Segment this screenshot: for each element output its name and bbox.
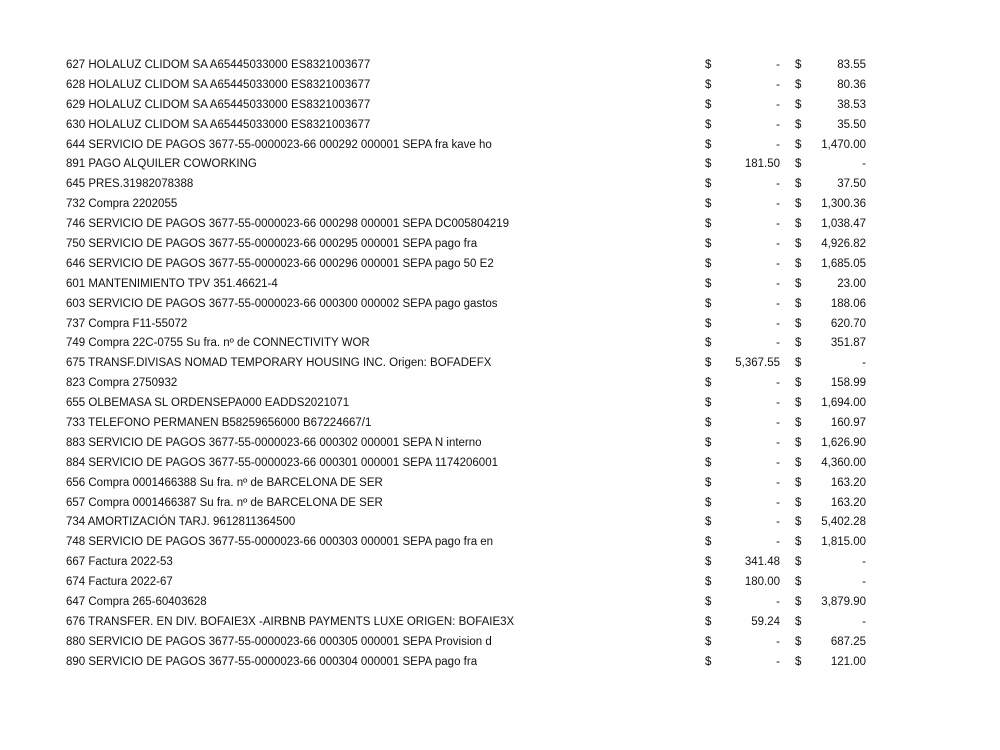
- credit-amount: 188.06: [830, 297, 866, 310]
- debit-currency-symbol: $: [705, 357, 712, 370]
- credit-amount: 163.20: [830, 496, 866, 509]
- credit-currency-symbol: $: [795, 357, 802, 370]
- transaction-description: 675 TRANSF.DIVISAS NOMAD TEMPORARY HOUSING INC. Origen: BOFADEFX: [66, 357, 492, 370]
- debit-amount: -: [776, 655, 780, 668]
- transaction-description: 646 SERVICIO DE PAGOS 3677-55-0000023-66 000296 000001 SEPA pago 50 E2: [66, 257, 494, 270]
- credit-amount: 23.00: [837, 277, 866, 290]
- transaction-description: 655 OLBEMASA SL ORDENSEPA000 EADDS2021071: [66, 397, 350, 410]
- ledger-row: [66, 215, 886, 235]
- ledger-row: [66, 235, 886, 255]
- debit-amount: -: [776, 496, 780, 509]
- ledger-row: [66, 374, 886, 394]
- transaction-description: 601 MANTENIMIENTO TPV 351.46621-4: [66, 277, 278, 290]
- credit-amount: 1,626.90: [821, 436, 866, 449]
- debit-amount: -: [776, 417, 780, 430]
- ledger-row: [66, 593, 886, 613]
- transaction-description: 645 PRES.31982078388: [66, 178, 194, 191]
- credit-amount: 1,815.00: [821, 536, 866, 549]
- ledger-row: [66, 613, 886, 633]
- transaction-description: 630 HOLALUZ CLIDOM SA A65445033000 ES8321003677: [66, 118, 371, 131]
- debit-currency-symbol: $: [705, 596, 712, 609]
- ledger-row: [66, 394, 886, 414]
- transaction-description: 883 SERVICIO DE PAGOS 3677-55-0000023-66 000302 000001 SEPA N interno: [66, 436, 482, 449]
- debit-currency-symbol: $: [705, 556, 712, 569]
- debit-currency-symbol: $: [705, 98, 712, 111]
- debit-amount: 341.48: [744, 556, 780, 569]
- debit-amount: -: [776, 476, 780, 489]
- transaction-ledger: [66, 56, 886, 673]
- credit-currency-symbol: $: [795, 576, 802, 589]
- ledger-row: [66, 315, 886, 335]
- debit-currency-symbol: $: [705, 198, 712, 211]
- credit-amount: 37.50: [837, 178, 866, 191]
- credit-currency-symbol: $: [795, 78, 802, 91]
- ledger-row: [66, 295, 886, 315]
- credit-currency-symbol: $: [795, 297, 802, 310]
- debit-currency-symbol: $: [705, 337, 712, 350]
- debit-currency-symbol: $: [705, 635, 712, 648]
- credit-currency-symbol: $: [795, 178, 802, 191]
- debit-amount: -: [776, 218, 780, 231]
- credit-currency-symbol: $: [795, 456, 802, 469]
- credit-amount: 35.50: [837, 118, 866, 131]
- debit-amount: -: [776, 138, 780, 151]
- debit-currency-symbol: $: [705, 238, 712, 251]
- ledger-row: [66, 434, 886, 454]
- transaction-description: 657 Compra 0001466387 Su fra. nº de BARCELONA DE SER: [66, 496, 383, 509]
- debit-currency-symbol: $: [705, 317, 712, 330]
- credit-currency-symbol: $: [795, 337, 802, 350]
- debit-currency-symbol: $: [705, 476, 712, 489]
- credit-amount: 80.36: [837, 78, 866, 91]
- transaction-description: 734 AMORTIZACIÓN TARJ. 9612811364500: [66, 516, 296, 529]
- debit-amount: 59.24: [751, 615, 780, 628]
- debit-amount: -: [776, 317, 780, 330]
- credit-amount: 1,038.47: [821, 218, 866, 231]
- debit-currency-symbol: $: [705, 257, 712, 270]
- transaction-description: 732 Compra 2202055: [66, 198, 178, 211]
- ledger-row: [66, 633, 886, 653]
- debit-currency-symbol: $: [705, 297, 712, 310]
- debit-amount: -: [776, 397, 780, 410]
- debit-currency-symbol: $: [705, 277, 712, 290]
- transaction-description: 748 SERVICIO DE PAGOS 3677-55-0000023-66 000303 000001 SEPA pago fra en: [66, 536, 494, 549]
- debit-currency-symbol: $: [705, 397, 712, 410]
- debit-currency-symbol: $: [705, 158, 712, 171]
- transaction-description: 667 Factura 2022-53: [66, 556, 173, 569]
- transaction-description: 737 Compra F11-55072: [66, 317, 188, 330]
- debit-amount: -: [776, 238, 780, 251]
- debit-currency-symbol: $: [705, 576, 712, 589]
- debit-currency-symbol: $: [705, 138, 712, 151]
- transaction-description: 674 Factura 2022-67: [66, 576, 173, 589]
- debit-currency-symbol: $: [705, 218, 712, 231]
- credit-amount: 1,300.36: [821, 198, 866, 211]
- credit-currency-symbol: $: [795, 218, 802, 231]
- debit-currency-symbol: $: [705, 496, 712, 509]
- transaction-description: 891 PAGO ALQUILER COWORKING: [66, 158, 257, 171]
- transaction-description: 627 HOLALUZ CLIDOM SA A65445033000 ES8321003677: [66, 59, 371, 71]
- credit-currency-symbol: $: [795, 496, 802, 509]
- credit-currency-symbol: $: [795, 536, 802, 549]
- credit-currency-symbol: $: [795, 436, 802, 449]
- credit-currency-symbol: $: [795, 277, 802, 290]
- credit-currency-symbol: $: [795, 476, 802, 489]
- debit-amount: -: [776, 178, 780, 191]
- transaction-description: 647 Compra 265-60403628: [66, 596, 207, 609]
- credit-currency-symbol: $: [795, 59, 802, 71]
- debit-amount: -: [776, 198, 780, 211]
- transaction-description: 750 SERVICIO DE PAGOS 3677-55-0000023-66 000295 000001 SEPA pago fra: [66, 238, 478, 251]
- credit-currency-symbol: $: [795, 417, 802, 430]
- credit-currency-symbol: $: [795, 317, 802, 330]
- credit-amount: -: [862, 576, 866, 589]
- debit-amount: 181.50: [744, 158, 780, 171]
- ledger-row: [66, 494, 886, 514]
- transaction-description: 746 SERVICIO DE PAGOS 3677-55-0000023-66 000298 000001 SEPA DC005804219: [66, 218, 510, 231]
- transaction-description: 628 HOLALUZ CLIDOM SA A65445033000 ES8321003677: [66, 78, 371, 91]
- debit-amount: -: [776, 436, 780, 449]
- debit-currency-symbol: $: [705, 456, 712, 469]
- ledger-row: [66, 573, 886, 593]
- credit-amount: -: [862, 158, 866, 171]
- debit-amount: -: [776, 456, 780, 469]
- ledger-row: [66, 195, 886, 215]
- debit-amount: -: [776, 59, 780, 71]
- ledger-row: [66, 653, 886, 673]
- debit-currency-symbol: $: [705, 655, 712, 668]
- credit-currency-symbol: $: [795, 98, 802, 111]
- debit-amount: -: [776, 516, 780, 529]
- debit-amount: -: [776, 536, 780, 549]
- transaction-description: 644 SERVICIO DE PAGOS 3677-55-0000023-66 000292 000001 SEPA fra kave ho: [66, 138, 492, 151]
- debit-amount: -: [776, 635, 780, 648]
- debit-currency-symbol: $: [705, 118, 712, 131]
- credit-amount: 1,470.00: [821, 138, 866, 151]
- debit-currency-symbol: $: [705, 178, 712, 191]
- transaction-description: 676 TRANSFER. EN DIV. BOFAIE3X -AIRBNB PAYMENTS LUXE ORIGEN: BOFAIE3X: [66, 615, 515, 628]
- ledger-row: [66, 136, 886, 156]
- transaction-description: 890 SERVICIO DE PAGOS 3677-55-0000023-66 000304 000001 SEPA pago fra: [66, 655, 478, 668]
- transaction-description: 884 SERVICIO DE PAGOS 3677-55-0000023-66 000301 000001 SEPA 1174206001: [66, 456, 498, 469]
- debit-currency-symbol: $: [705, 436, 712, 449]
- credit-currency-symbol: $: [795, 377, 802, 390]
- debit-amount: -: [776, 377, 780, 390]
- credit-currency-symbol: $: [795, 615, 802, 628]
- ledger-row: [66, 275, 886, 295]
- transaction-description: 629 HOLALUZ CLIDOM SA A65445033000 ES8321003677: [66, 98, 371, 111]
- debit-currency-symbol: $: [705, 615, 712, 628]
- ledger-row: [66, 155, 886, 175]
- credit-amount: 1,685.05: [821, 257, 866, 270]
- credit-currency-symbol: $: [795, 635, 802, 648]
- debit-amount: -: [776, 596, 780, 609]
- transaction-description: 880 SERVICIO DE PAGOS 3677-55-0000023-66 000305 000001 SEPA Provision d: [66, 635, 492, 648]
- credit-amount: -: [862, 357, 866, 370]
- credit-amount: -: [862, 556, 866, 569]
- credit-amount: 687.25: [830, 635, 866, 648]
- debit-amount: -: [776, 337, 780, 350]
- credit-currency-symbol: $: [795, 596, 802, 609]
- debit-amount: -: [776, 98, 780, 111]
- credit-currency-symbol: $: [795, 516, 802, 529]
- ledger-row: [66, 513, 886, 533]
- credit-currency-symbol: $: [795, 556, 802, 569]
- debit-currency-symbol: $: [705, 516, 712, 529]
- ledger-row: [66, 175, 886, 195]
- credit-currency-symbol: $: [795, 238, 802, 251]
- ledger-row: [66, 533, 886, 553]
- credit-currency-symbol: $: [795, 138, 802, 151]
- ledger-row: [66, 56, 886, 76]
- debit-amount: -: [776, 257, 780, 270]
- ledger-row: [66, 255, 886, 275]
- ledger-row: [66, 76, 886, 96]
- credit-amount: -: [862, 615, 866, 628]
- credit-amount: 160.97: [830, 417, 866, 430]
- credit-currency-symbol: $: [795, 198, 802, 211]
- credit-currency-symbol: $: [795, 158, 802, 171]
- ledger-row: [66, 553, 886, 573]
- ledger-row: [66, 96, 886, 116]
- debit-amount: 180.00: [744, 576, 780, 589]
- transaction-description: 603 SERVICIO DE PAGOS 3677-55-0000023-66 000300 000002 SEPA pago gastos: [66, 297, 498, 310]
- ledger-row: [66, 454, 886, 474]
- transaction-description: 656 Compra 0001466388 Su fra. nº de BARCELONA DE SER: [66, 476, 383, 489]
- credit-amount: 38.53: [837, 98, 866, 111]
- credit-amount: 121.00: [830, 655, 866, 668]
- transaction-description: 749 Compra 22C-0755 Su fra. nº de CONNECTIVITY WOR: [66, 337, 370, 350]
- debit-amount: -: [776, 118, 780, 131]
- credit-amount: 4,926.82: [821, 238, 866, 251]
- credit-currency-symbol: $: [795, 397, 802, 410]
- credit-amount: 620.70: [830, 317, 866, 330]
- ledger-row: [66, 354, 886, 374]
- debit-amount: -: [776, 78, 780, 91]
- debit-amount: -: [776, 277, 780, 290]
- credit-amount: 158.99: [830, 377, 866, 390]
- debit-currency-symbol: $: [705, 59, 712, 71]
- transaction-description: 733 TELEFONO PERMANEN B58259656000 B67224667/1: [66, 417, 372, 430]
- credit-amount: 351.87: [830, 337, 866, 350]
- credit-amount: 83.55: [837, 59, 866, 71]
- debit-currency-symbol: $: [705, 377, 712, 390]
- credit-amount: 5,402.28: [821, 516, 866, 529]
- credit-amount: 1,694.00: [821, 397, 866, 410]
- credit-amount: 3,879.90: [821, 596, 866, 609]
- ledger-row: [66, 334, 886, 354]
- debit-currency-symbol: $: [705, 536, 712, 549]
- ledger-row: [66, 414, 886, 434]
- ledger-row: [66, 116, 886, 136]
- credit-amount: 163.20: [830, 476, 866, 489]
- debit-currency-symbol: $: [705, 417, 712, 430]
- credit-currency-symbol: $: [795, 257, 802, 270]
- credit-currency-symbol: $: [795, 118, 802, 131]
- credit-amount: 4,360.00: [821, 456, 866, 469]
- ledger-row: [66, 474, 886, 494]
- transaction-description: 823 Compra 2750932: [66, 377, 178, 390]
- debit-amount: 5,367.55: [735, 357, 780, 370]
- debit-amount: -: [776, 297, 780, 310]
- debit-currency-symbol: $: [705, 78, 712, 91]
- credit-currency-symbol: $: [795, 655, 802, 668]
